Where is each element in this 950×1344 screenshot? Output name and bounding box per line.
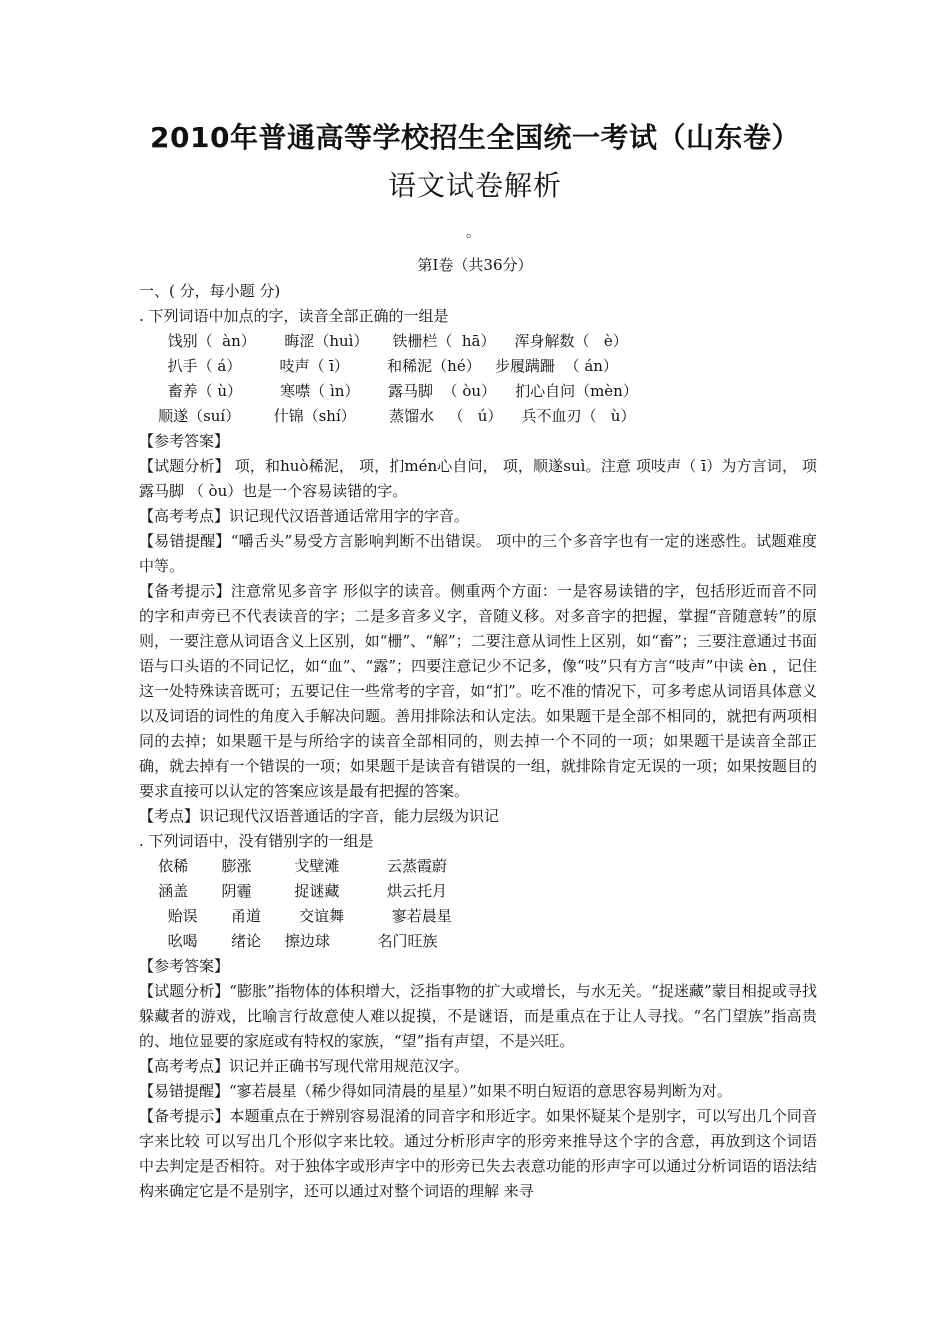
text-line: 依稀 膨涨 戈壁滩 云蒸霞蔚 [139, 857, 448, 875]
text-line: 【试题分析】“膨胀”指物体的体积增大，泛指事物的扩大或增长，与水无关。“捉迷藏”蒙目相捉或寻找躲藏者的游戏，比喻言行故意使人难以捉摸，不是谜语，而是重点在于让人寻找。“名门望族”指高贵的、地位显要的家庭或有特权的家族，“望”指有声望，不是兴旺。 [139, 982, 817, 1050]
text-line: 贻误 甬道 交谊舞 寥若晨星 [139, 907, 452, 925]
text-line: 【高考考点】识记现代汉语普通话常用字的字音。 [139, 507, 470, 525]
text-line: 扒手（ á） 吱声（ ī） 和稀泥（hé） 步履蹒跚 （ án） [139, 357, 618, 375]
document-title: 2010年普通高等学校招生全国统一考试（山东卷） [150, 121, 800, 154]
text-line: 一、( 分，每小题 分) [139, 282, 281, 300]
document-body [139, 279, 817, 1204]
text-line: 顺遂（suí） 什锦（shí） 蒸馏水 （ ú） 兵不血刃（ ù） [139, 407, 636, 425]
text-line: 【参考答案】 [139, 957, 230, 975]
text-line: 【试题分析】 项，和huò稀泥， 项，扪mén心自问， 项，顺遂suì。注意 项吱声（ ī）为方言词， 项露马脚 （ òu）也是一个容易读错的字。 [139, 457, 817, 500]
text-line: 【备考提示】本题重点在于辨别容易混淆的同音字和形近字。如果怀疑某个是别字，可以写出几个同音字来比较 可以写出几个形似字来比较。通过分析形声字的形旁来推导这个字的含意，再放到这个词语中去判定是否相符。对于独体字或形声字中的形旁已失去表意功能的形声字可以通过分析词语的语法结构来确定它是不是别字，还可以通过对整个词语的理解 来寻 [139, 1107, 817, 1200]
section-header: 第Ⅰ卷（共36分） [417, 256, 533, 274]
text-line: 【易错提醒】“嚼舌头”易受方言影响判断不出错误。 项中的三个多音字也有一定的迷惑性。试题难度中等。 [139, 532, 817, 575]
text-line: . 下列词语中加点的字，读音全部正确的一组是 [139, 307, 449, 325]
text-line: 涵盖 阴霾 捉谜藏 烘云托月 [139, 882, 448, 900]
text-line: 饯别（ àn） 晦涩（huì） 铁栅栏（ hā） 浑身解数（ è） [139, 332, 628, 350]
text-line: 【参考答案】 [139, 432, 230, 450]
text-line: 【考点】识记现代汉语普通话的字音，能力层级为识记 [139, 807, 500, 825]
text-line: 吆喝 绪论 擦边球 名门旺族 [139, 932, 438, 950]
text-line: 【备考提示】注意常见多音字 形似字的读音。侧重两个方面：一是容易读错的字，包括形近而音不同的字和声旁已不代表读音的字；二是多音多义字，音随义移。对多音字的把握，掌握“音随意转”的原则，一要注意从词语含义上区别，如“栅”、“解”；二要注意从词性上区别，如“畜”；三要注意通过书面语与口头语的不同记忆，如“血”、“露”；四要注意记少不记多，像“吱”只有方言“吱声”中读 èn ，记住这一处特殊读音既可；五要记住一些常考的字音，如“扪”。吃不准的情况下，可多考虑从词语具体意义以及词语的词性的角度入手解决问题。善用排除法和认定法。如果题干是全部不相同的，就把有两项相同的去掉；如果题干是与所给字的读音全部相同的，则去掉一个不同的一项；如果题干是读音全部正确，就去掉有一个错误的一项；如果题干是读音有错误的一组，就排除肯定无误的一项；如果按题目的要求直接可以认定的答案应该是最有把握的答案。 [139, 582, 817, 800]
document-subtitle: 语文试卷解析 [387, 169, 562, 202]
text-line: 【高考考点】识记并正确书写现代常用规范汉字。 [139, 1057, 470, 1075]
text-line: 【易错提醒】“寥若晨星（稀少得如同清晨的星星）”如果不明白短语的意思容易判断为对。 [139, 1082, 732, 1100]
text-line: 畜养（ ù） 寒噤（ ìn） 露马脚 （ òu） 扪心自问（mèn） [139, 382, 638, 400]
small-dot-mark: 。 [466, 225, 480, 241]
text-line: . 下列词语中，没有错别字的一组是 [139, 832, 374, 850]
